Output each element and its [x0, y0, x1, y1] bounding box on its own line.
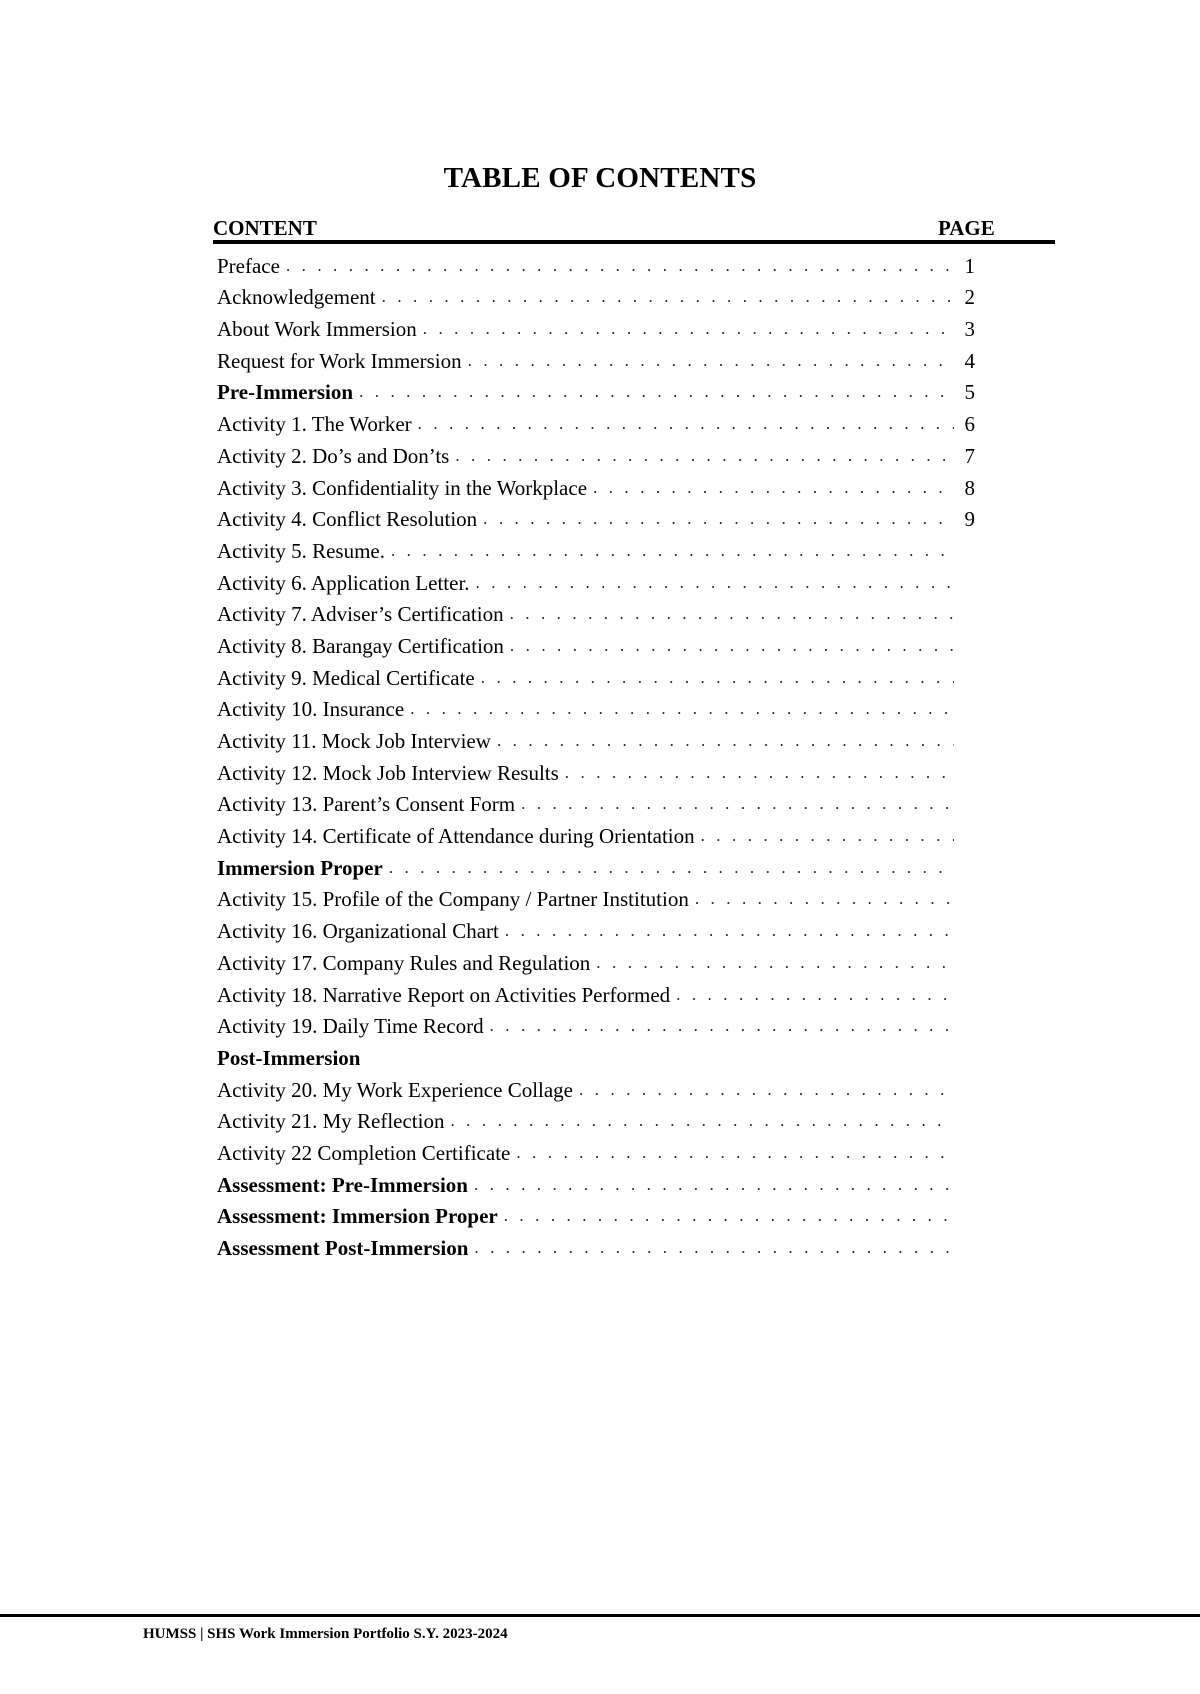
- toc-entry: [217, 1197, 975, 1229]
- toc-entry: [217, 975, 975, 1007]
- dot-leader: [410, 697, 954, 721]
- toc-entry-label: Activity 13. Parent’s Consent Form: [217, 792, 516, 817]
- toc-entry-label: Activity 6. Application Letter.: [217, 570, 470, 595]
- toc-header: [213, 214, 1055, 244]
- toc-entry-label: Activity 15. Profile of the Company / Partner Institution: [217, 887, 689, 912]
- toc-entry-label: Assessment Post-Immersion: [217, 1236, 469, 1260]
- toc-entry: [217, 880, 975, 912]
- toc-entry-label: Activity 3. Confidentiality in the Workplace: [217, 475, 588, 500]
- dot-leader: [504, 1204, 954, 1228]
- toc-entry: [217, 943, 975, 975]
- footer-divider: [0, 1614, 1200, 1617]
- toc-entry: [217, 911, 975, 943]
- page-column-header: PAGE: [938, 216, 995, 240]
- dot-leader: [450, 1109, 954, 1133]
- dot-leader: [286, 254, 954, 278]
- dot-leader: [455, 444, 954, 468]
- dot-leader: [521, 792, 954, 816]
- dot-leader: [565, 761, 954, 785]
- dot-leader: [510, 634, 954, 658]
- toc-entry: [217, 816, 975, 848]
- toc-entry-label: Activity 4. Conflict Resolution: [217, 507, 478, 532]
- toc-entry-label: Activity 14. Certificate of Attendance during Orientation: [217, 824, 695, 849]
- toc-entry-label: Activity 19. Daily Time Record: [217, 1014, 484, 1039]
- toc-entry: [217, 468, 975, 500]
- toc-entry: [217, 563, 975, 595]
- toc-entry-label: Activity 10. Insurance: [217, 697, 405, 722]
- toc-entry: [217, 373, 975, 405]
- toc-entry: [217, 341, 975, 373]
- dot-leader: [490, 1014, 954, 1038]
- toc-entry: [217, 1228, 975, 1260]
- toc-entry: [217, 1038, 975, 1070]
- toc-entry: [217, 595, 975, 627]
- toc-entry: [217, 278, 975, 310]
- toc-entry: [217, 246, 975, 278]
- dot-leader: [695, 887, 954, 911]
- dot-leader: [359, 380, 954, 404]
- toc-entry: [217, 626, 975, 658]
- dot-leader: [474, 1236, 954, 1260]
- toc-entry-label: Activity 7. Adviser’s Certification: [217, 602, 504, 627]
- dot-leader: [476, 571, 954, 595]
- dot-leader: [505, 919, 954, 943]
- dot-leader: [593, 476, 954, 500]
- toc-entry-page-number: 1: [964, 253, 975, 278]
- footer-text: HUMSS | SHS Work Immersion Portfolio S.Y. 2023-2024: [143, 1626, 508, 1642]
- dot-leader: [516, 1141, 954, 1165]
- toc-entry-label: Request for Work Immersion: [217, 348, 462, 373]
- toc-entry-page-number: 5: [964, 380, 975, 405]
- toc-entry-label: Activity 18. Narrative Report on Activities Performed: [217, 982, 671, 1007]
- toc-entry-label: Assessment: Immersion Proper: [217, 1204, 498, 1229]
- toc-entry-label: Pre-Immersion: [217, 380, 354, 405]
- toc-entry-page-number: 2: [964, 285, 975, 310]
- dot-leader: [481, 666, 954, 690]
- toc-entry: [217, 500, 975, 532]
- toc-entry-label: Activity 12. Mock Job Interview Results: [217, 760, 559, 785]
- toc-entry: [217, 309, 975, 341]
- toc-entry-label: Activity 9. Medical Certificate: [217, 665, 475, 690]
- dot-leader: [468, 349, 954, 373]
- dot-leader: [510, 602, 954, 626]
- toc-entry-label: Activity 5. Resume.: [217, 538, 385, 563]
- toc-entry-label: Acknowledgement: [217, 285, 376, 310]
- toc-entry: [217, 1102, 975, 1134]
- dot-leader: [497, 729, 954, 753]
- toc-entry-label: Post-Immersion: [217, 1045, 361, 1070]
- toc-list: [217, 246, 975, 1260]
- page-title: TABLE OF CONTENTS: [443, 162, 757, 195]
- toc-entry-label: Assessment: Pre-Immersion: [217, 1172, 468, 1197]
- dot-leader: [391, 539, 954, 563]
- toc-entry-label: Activity 16. Organizational Chart: [217, 919, 499, 944]
- toc-entry: [217, 848, 975, 880]
- toc-entry-page-number: 6: [964, 412, 975, 437]
- dot-leader: [389, 856, 954, 880]
- toc-entry: [217, 1133, 975, 1165]
- dot-leader: [701, 824, 954, 848]
- dot-leader: [382, 285, 954, 309]
- toc-entry: [217, 658, 975, 690]
- toc-entry-label: Activity 21. My Reflection: [217, 1109, 445, 1134]
- toc-entry-label: Activity 22 Completion Certificate: [217, 1140, 511, 1165]
- toc-entry-page-number: 7: [964, 443, 975, 468]
- toc-entry: [217, 785, 975, 817]
- toc-entry-label: Activity 2. Do’s and Don’ts: [217, 443, 450, 468]
- dot-leader: [596, 951, 954, 975]
- dot-leader: [474, 1173, 954, 1197]
- toc-entry: [217, 531, 975, 563]
- toc-entry-page-number: 3: [964, 317, 975, 342]
- toc-entry-label: Activity 8. Barangay Certification: [217, 633, 504, 658]
- dot-leader: [483, 507, 954, 531]
- toc-entry-page-number: 8: [964, 475, 975, 500]
- toc-entry: [217, 1165, 975, 1197]
- toc-entry-label: Activity 11. Mock Job Interview: [217, 729, 491, 753]
- toc-entry-label: Activity 1. The Worker: [217, 412, 412, 437]
- toc-entry-label: Preface: [217, 253, 280, 278]
- toc-entry-label: Immersion Proper: [217, 855, 383, 880]
- dot-leader: [676, 983, 954, 1007]
- toc-entry-label: About Work Immersion: [217, 317, 417, 342]
- dot-leader: [423, 317, 954, 341]
- toc-entry: [217, 436, 975, 468]
- dot-leader: [579, 1078, 954, 1102]
- toc-entry-page-number: 9: [964, 507, 975, 532]
- toc-entry: [217, 753, 975, 785]
- toc-entry: [217, 1070, 975, 1102]
- dot-leader: [418, 412, 954, 436]
- content-column-header: CONTENT: [213, 216, 317, 240]
- toc-entry: [217, 1007, 975, 1039]
- toc-entry: [217, 721, 975, 753]
- toc-entry-label: Activity 17. Company Rules and Regulation: [217, 950, 591, 975]
- toc-entry: [217, 690, 975, 722]
- toc-entry: [217, 404, 975, 436]
- toc-entry-page-number: 4: [964, 348, 975, 373]
- toc-entry-label: Activity 20. My Work Experience Collage: [217, 1077, 574, 1102]
